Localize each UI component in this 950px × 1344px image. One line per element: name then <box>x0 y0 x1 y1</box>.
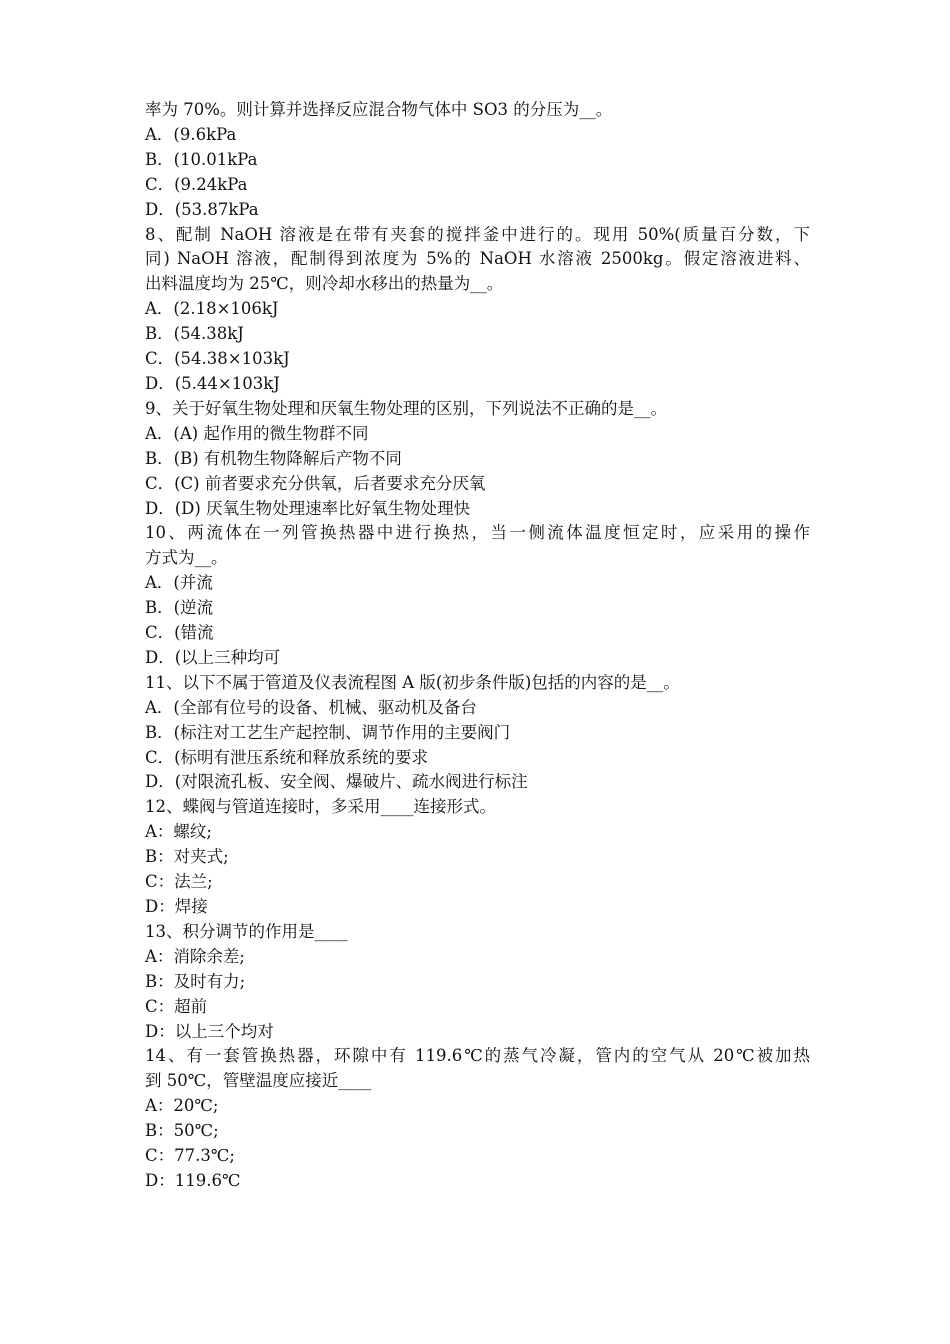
question-12-option-a: A：螺纹; <box>145 822 212 842</box>
question-10-option-b: B．(逆流 <box>145 598 214 618</box>
question-9-stem: 9、关于好氧生物处理和厌氧生物处理的区别，下列说法不正确的是__。 <box>145 398 667 418</box>
question-10-option-d: D．(以上三种均可 <box>145 647 281 667</box>
question-8-option-d: D．(5.44×103kJ <box>145 373 280 393</box>
question-9-option-b: B．(B) 有机物生物降解后产物不同 <box>145 448 402 468</box>
question-8-stem-line-2: 同) NaOH 溶液，配制得到浓度为 5%的 NaOH 水溶液 2500kg。假定溶液进料、 <box>145 249 810 269</box>
question-7-option-d: D．(53.87kPa <box>145 199 259 219</box>
question-10-stem-line-2: 方式为__。 <box>145 548 228 568</box>
question-10-stem-line-1: 10、两流体在一列管换热器中进行换热，当一侧流体温度恒定时，应采用的操作 <box>145 523 810 543</box>
question-8-option-a: A．(2.18×106kJ <box>145 299 279 319</box>
question-14-stem-line-2: 到 50℃，管壁温度应接近____ <box>145 1071 372 1091</box>
question-13-option-c: C：超前 <box>145 996 208 1016</box>
question-11-option-b: B．(标注对工艺生产起控制、调节作用的主要阀门 <box>145 722 511 742</box>
question-12-stem: 12、蝶阀与管道连接时，多采用____连接形式。 <box>145 797 496 817</box>
question-9-option-c: C．(C) 前者要求充分供氧，后者要求充分厌氧 <box>145 473 486 493</box>
question-8-stem-line-3: 出料温度均为 25℃，则冷却水移出的热量为__。 <box>145 274 504 294</box>
question-13-option-d: D：以上三个均对 <box>145 1021 274 1041</box>
question-7-option-a: A．(9.6kPa <box>145 124 237 144</box>
question-7-option-b: B．(10.01kPa <box>145 149 258 169</box>
question-13-option-b: B：及时有力; <box>145 971 246 991</box>
question-10-option-c: C．(错流 <box>145 623 214 643</box>
question-14-option-c: C：77.3℃; <box>145 1146 235 1166</box>
question-12-option-b: B：对夹式; <box>145 847 229 867</box>
question-14-option-b: B：50℃; <box>145 1121 219 1141</box>
question-14-stem-line-1: 14、有一套管换热器，环隙中有 119.6℃的蒸气冷凝，管内的空气从 20℃被加热 <box>145 1046 810 1066</box>
question-12-option-d: D：焊接 <box>145 897 208 916</box>
question-7-option-c: C．(9.24kPa <box>145 174 248 194</box>
question-13-option-a: A：消除余差; <box>145 946 245 966</box>
question-14-option-a: A：20℃; <box>145 1096 219 1116</box>
question-9-option-d: D．(D) 厌氧生物处理速率比好氧生物处理快 <box>145 498 471 518</box>
question-9-option-a: A．(A) 起作用的微生物群不同 <box>145 423 369 443</box>
question-7-stem-continuation: 率为 70%。则计算并选择反应混合物气体中 SO3 的分压为__。 <box>145 100 613 119</box>
document-page <box>145 98 810 1194</box>
question-11-option-a: A．(全部有位号的设备、机械、驱动机及备台 <box>145 697 477 717</box>
question-10-option-a: A．(并流 <box>145 573 213 593</box>
question-8-stem-line-1: 8、配制 NaOH 溶液是在带有夹套的搅拌釜中进行的。现用 50%(质量百分数，下 <box>145 224 810 244</box>
question-8-option-c: C．(54.38×103kJ <box>145 349 290 369</box>
question-11-stem: 11、以下不属于管道及仪表流程图 A 版(初步条件版)包括的内容的是__。 <box>145 672 680 692</box>
question-13-stem: 13、积分调节的作用是____ <box>145 921 348 941</box>
question-14-option-d: D：119.6℃ <box>145 1170 241 1190</box>
question-8-option-b: B．(54.38kJ <box>145 324 244 344</box>
question-11-option-d: D．(对限流孔板、安全阀、爆破片、疏水阀进行标注 <box>145 772 528 792</box>
question-12-option-c: C：法兰; <box>145 872 213 892</box>
question-11-option-c: C．(标明有泄压系统和释放系统的要求 <box>145 747 429 767</box>
